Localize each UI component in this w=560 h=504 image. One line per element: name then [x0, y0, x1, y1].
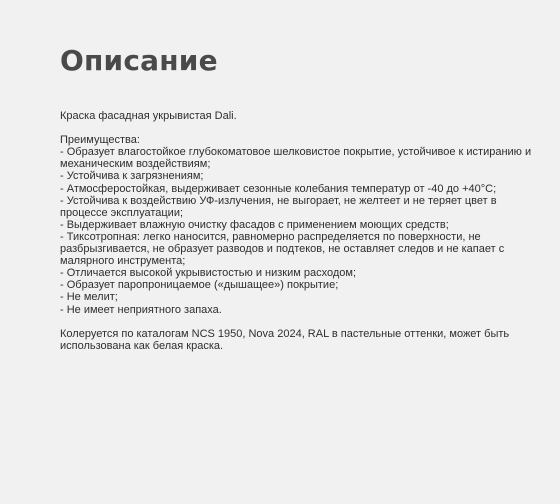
list-item: - Образует паропроницаемое («дышащее») покрытие; [60, 279, 339, 292]
list-item: - Атмосферостойкая, выдерживает сезонные колебания температур от -40 до +40°С; [60, 182, 497, 195]
list-item: - Отличается высокой укрывистостью и низким расходом; [60, 267, 357, 280]
list-item: - Тиксотропная: легко наносится, равномерно распределяется по поверхности, не разбрызгивается, не образует разводов и подтеков, не оставляет следов и не капает с малярного инструмента; [60, 230, 505, 268]
spacer [60, 122, 535, 134]
advantages-list [60, 146, 535, 315]
advantages-title: Преимущества: [60, 134, 140, 147]
coloring-note: Колеруется по каталогам NCS 1950, Nova 2024, RAL в пастельные оттенки, может быть использована как белая краска. [60, 327, 510, 352]
list-item: - Устойчива к воздействию УФ-излучения, не выгорает, не желтеет и не теряет цвет в процессе эксплуатации; [60, 194, 497, 219]
list-item: - Не имеет неприятного запаха. [60, 303, 222, 316]
list-item: - Выдерживает влажную очистку фасадов с применением моющих средств; [60, 218, 449, 231]
list-item: - Образует влагостойкое глубокоматовое шелковистое покрытие, устойчивое к истиранию и механическим воздействиям; [60, 146, 532, 171]
description-text [60, 110, 535, 352]
list-item: - Не мелит; [60, 291, 118, 304]
list-item: - Устойчива к загрязнениям; [60, 170, 204, 183]
spacer [60, 316, 535, 328]
page-title: Описание [60, 44, 218, 77]
product-intro: Краска фасадная укрывистая Dali. [60, 110, 237, 122]
